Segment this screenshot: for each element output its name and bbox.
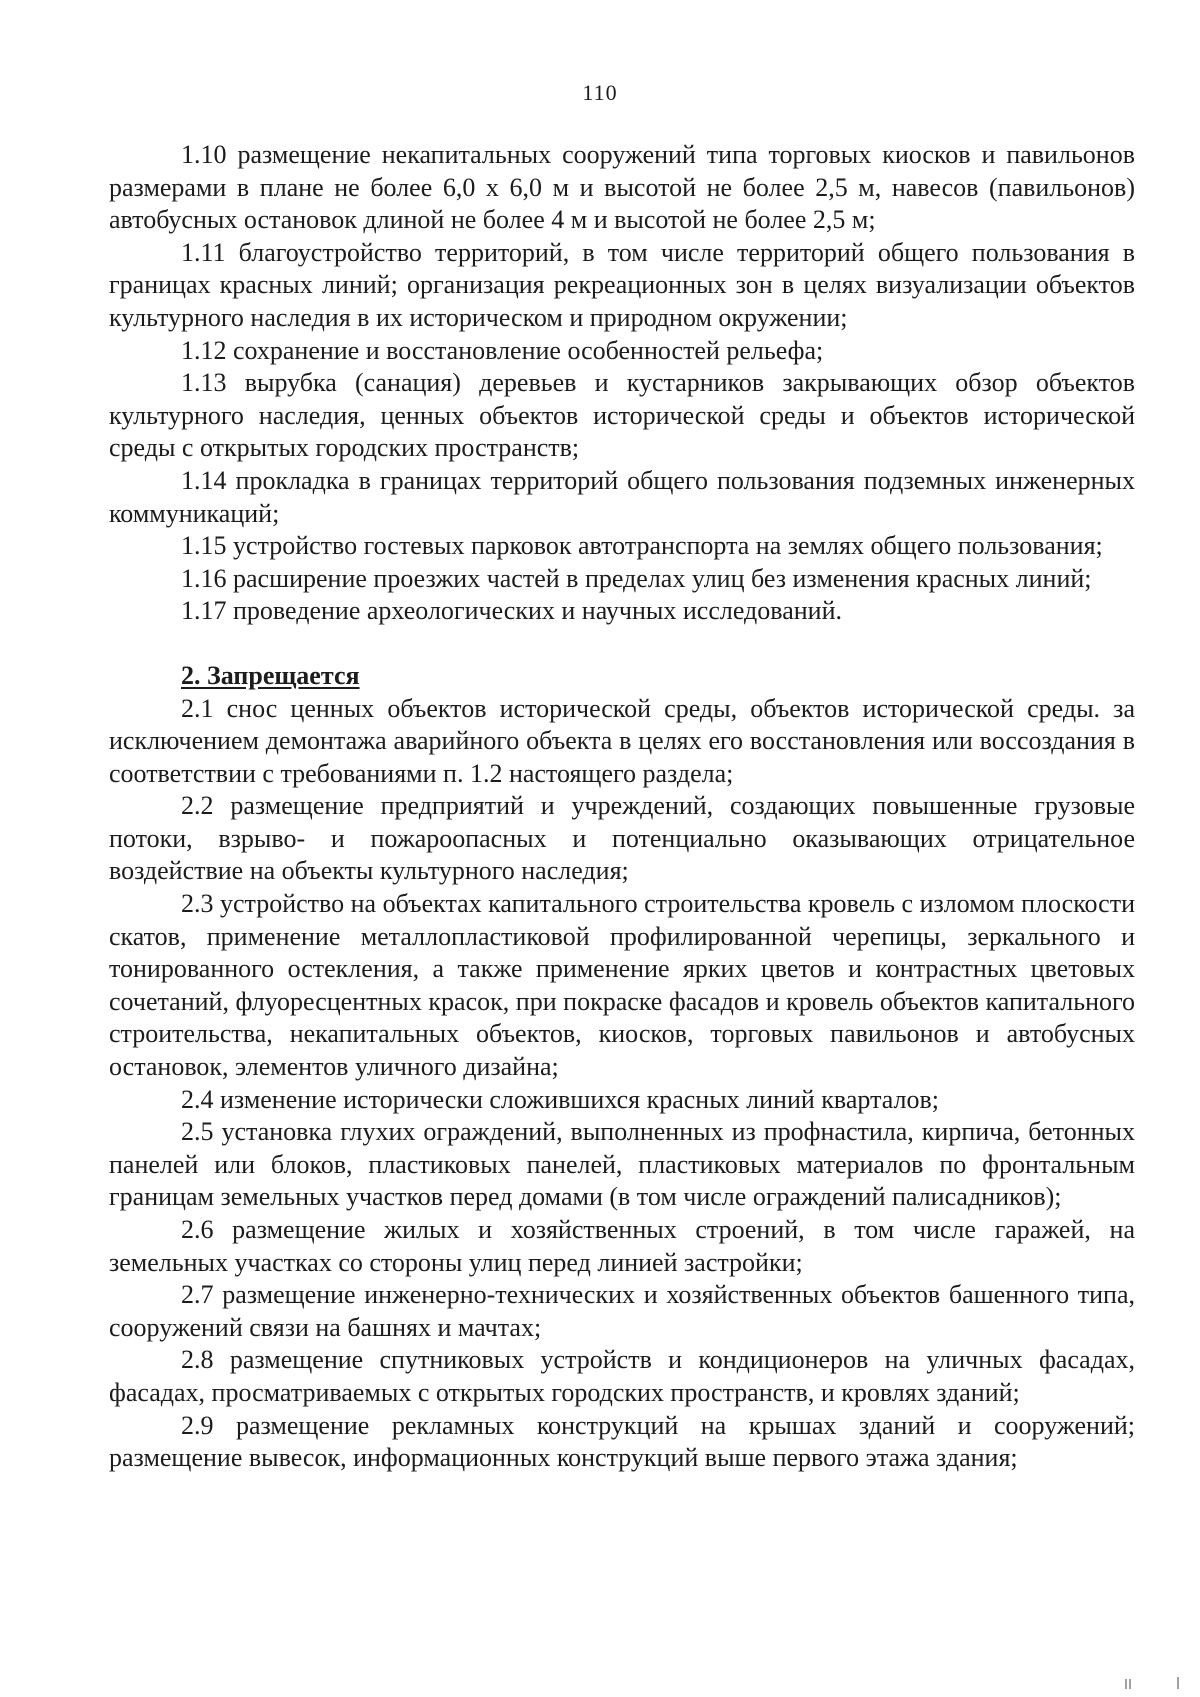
paragraph-2-5: 2.5 установка глухих ограждений, выполненных из профнастила, кирпича, бетонных панелей или блоков, пластиковых панелей, пластиковых материалов по фронтальным границам земельных участков перед домами (в том числе ограждений палисадников);: [109, 1117, 1135, 1212]
paragraph-2-1: 2.1 снос ценных объектов исторической среды, объектов исторической среды. за исключением демонтажа аварийного объекта в целях его восстановления или воссоздания в соответствии с требованиями п. 1.2 настоящего раздела;: [109, 693, 1135, 788]
paragraph-1-14: 1.14 прокладка в границах территорий общего пользования подземных инженерных коммуникаций;: [109, 465, 1135, 528]
document-body: [109, 139, 1135, 1475]
paragraph-1-13: 1.13 вырубка (санация) деревьев и кустарников закрывающих обзор объектов культурного наследия, ценных объектов исторической среды и объектов исторической среды с открытых городских пространств;: [109, 368, 1135, 463]
paragraph-2-7: 2.7 размещение инженерно-технических и хозяйственных объектов башенного типа, сооружений связи на башнях и мачтах;: [109, 1280, 1135, 1342]
paragraph-2-8: 2.8 размещение спутниковых устройств и кондиционеров на уличных фасадах, фасадах, просматриваемых с открытых городских пространств, и кровлях зданий;: [109, 1345, 1135, 1407]
paragraph-1-16: 1.16 расширение проезжих частей в пределах улиц без изменения красных линий;: [181, 563, 1092, 593]
paragraph-2-6: 2.6 размещение жилых и хозяйственных строений, в том числе гаражей, на земельных участках со стороны улиц перед линией застройки;: [109, 1215, 1135, 1277]
paragraph-1-12: 1.12 сохранение и восстановление особенностей рельефа;: [181, 335, 824, 365]
page-number: 110: [582, 80, 618, 105]
paragraph-1-15: 1.15 устройство гостевых парковок автотранспорта на землях общего пользования;: [181, 531, 1103, 561]
section-heading-prohibited: 2. Запрещается: [181, 660, 360, 690]
paragraph-1-10: 1.10 размещение некапитальных сооружений типа торговых киосков и павильонов размерами в плане не более 6,0 х 6,0 м и высотой не более 2,5 м, навесов (павильонов) автобусных остановок длиной не более 4 м и высотой не более 2,5 м;: [109, 140, 1135, 235]
paragraph-2-4: 2.4 изменение исторически сложившихся красных линий кварталов;: [181, 1084, 939, 1114]
scan-artifact-mark: [1122, 1677, 1182, 1691]
paragraph-1-17: 1.17 проведение археологических и научных исследований.: [181, 596, 842, 626]
paragraph-2-9: 2.9 размещение рекламных конструкций на крышах зданий и сооружений; размещение вывесок, информационных конструкций выше первого этажа здания;: [109, 1410, 1135, 1473]
paragraph-2-3: 2.3 устройство на объектах капитального строительства кровель с изломом плоскости скатов, применение металлопластиковой профилированной черепицы, зеркального и тонированного остекления, а также применение ярких цветов и контрастных цветовых сочетаний, флуоресцентных красок, при покраске фасадов и кровель объектов капитального строительства, некапитальных объектов, киосков, торговых павильонов и автобусных остановок, элементов уличного дизайна;: [109, 889, 1135, 1082]
paragraph-1-11: 1.11 благоустройство территорий, в том числе территорий общего пользования в границах красных линий; организация рекреационных зон в целях визуализации объектов культурного наследия в их историческом и природном окружении;: [109, 237, 1135, 332]
paragraph-2-2: 2.2 размещение предприятий и учреждений, создающих повышенные грузовые потоки, взрыво- и пожароопасных и потенциально оказывающих отрицательное воздействие на объекты культурного наследия;: [109, 791, 1135, 886]
